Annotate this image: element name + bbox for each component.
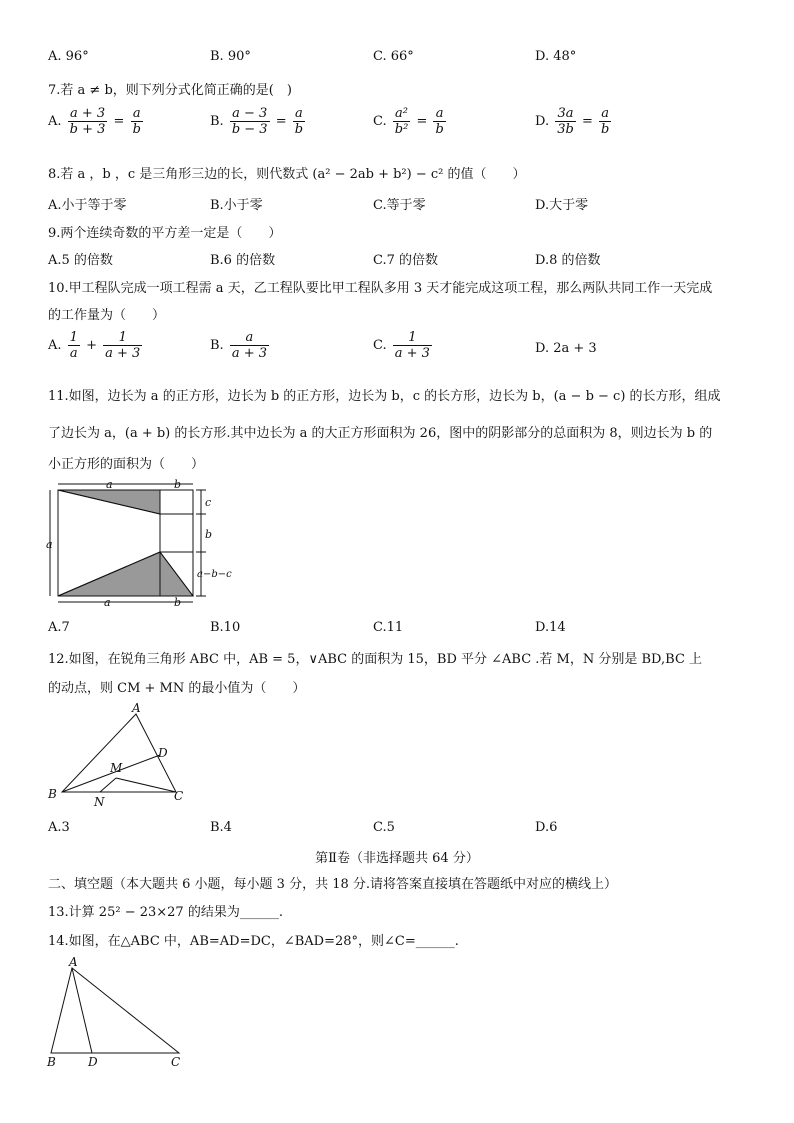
q11-stem-line2: 了边长为 a，(a + b) 的长方形.其中边长为 a 的大正方形面积为 26，图中的阴影部分的总面积为 8，则边长为 b 的 <box>48 426 713 441</box>
q11-figure <box>40 478 240 610</box>
q11-label-c: c <box>205 496 212 509</box>
q8-options <box>0 194 794 218</box>
q9-option-a: A.5 的倍数 <box>48 253 113 268</box>
q11-label-a-left: a <box>46 538 53 551</box>
q10-option-d: D. 2a + 3 <box>535 341 597 356</box>
q11-option-b: B.10 <box>210 620 241 635</box>
q9-option-b: B.6 的倍数 <box>210 253 276 268</box>
q6-option-d: D. 48° <box>535 49 577 64</box>
q13-stem: 13.计算 25² − 23×27 的结果为______. <box>48 905 283 920</box>
q8-option-a: A.小于等于零 <box>48 198 127 213</box>
q9-option-d: D.8 的倍数 <box>535 253 601 268</box>
q11-stem-line1: 11.如图，边长为 a 的正方形，边长为 b 的正方形，边长为 b，c 的长方形，边长为 b，(a − b − c) 的长方形，组成 <box>48 389 721 404</box>
q10-option-c: C. $\frac{1}{a + 3}$ <box>373 330 430 361</box>
part2-heading: 二、填空题（本大题共 6 小题，每小题 3 分，共 18 分.请将答案直接填在答题纸中对应的横线上） <box>48 877 618 892</box>
q10-option-b: B. $\frac{a}{a + 3}$ <box>210 330 268 361</box>
q11-label-b-right: b <box>205 528 213 541</box>
q11-stem-line3: 小正方形的面积为（ ） <box>48 457 205 472</box>
q10-options <box>0 330 794 370</box>
q12-label-C: C <box>174 789 184 803</box>
q8-option-c: C.等于零 <box>373 198 426 213</box>
q9-option-c: C.7 的倍数 <box>373 253 439 268</box>
q10-stem-line2: 的工作量为（ ） <box>48 308 166 323</box>
q14-label-C: C <box>171 1055 181 1069</box>
q8-option-b: B.小于零 <box>210 198 263 213</box>
q9-stem: 9.两个连续奇数的平方差一定是（ ） <box>48 226 282 241</box>
q7-option-b: B. $\frac{a - 3}{b - 3}$ = $\frac{a}{b}$ <box>210 106 304 137</box>
q12-label-D: D <box>158 746 168 760</box>
q14-label-A: A <box>69 955 78 969</box>
q8-stem: 8.若 a ，b ，c 是三角形三边的长，则代数式 (a² − 2ab + b²) − c² 的值（ ） <box>48 167 526 182</box>
q10-option-a: A. $\frac{1}{a}$ + $\frac{1}{a + 3}$ <box>48 330 141 361</box>
q7-option-c: C. $\frac{\text{a²}}{\text{b²}}$ = $\frac{a}{b}$ <box>373 106 444 137</box>
q12-option-a: A.3 <box>48 820 70 835</box>
q11-label-a-top: a <box>106 478 113 491</box>
q11-option-c: C.11 <box>373 620 404 635</box>
q12-options <box>0 820 794 844</box>
q12-label-M: M <box>110 761 123 775</box>
q12-option-c: C.5 <box>373 820 395 835</box>
q12-label-B: B <box>48 787 57 801</box>
q12-stem-line2: 的动点，则 CM + MN 的最小值为（ ） <box>48 681 306 696</box>
q7-option-d: D. $\frac{3a}{3b}$ = $\frac{a}{b}$ <box>535 106 610 137</box>
q11-label-amc: a−b−c <box>197 569 232 580</box>
section-title: 第Ⅱ卷（非选择题共 64 分） <box>315 851 479 866</box>
q6-option-a: A. 96° <box>48 49 89 64</box>
q9-options <box>0 249 794 273</box>
q11-options <box>0 620 794 644</box>
q14-label-D: D <box>88 1055 98 1069</box>
q11-label-b-top: b <box>174 478 182 491</box>
q14-label-B: B <box>47 1055 56 1069</box>
q6-option-b: B. 90° <box>210 49 251 64</box>
q11-option-d: D.14 <box>535 620 566 635</box>
q8-option-d: D.大于零 <box>535 198 589 213</box>
q12-label-N: N <box>94 795 105 809</box>
q11-option-a: A.7 <box>48 620 70 635</box>
q14-stem: 14.如图，在△ABC 中，AB=AD=DC，∠BAD=28°，则∠C=______. <box>48 934 459 949</box>
q11-label-a-bottom: a <box>104 596 111 609</box>
q6-option-c: C. 66° <box>373 49 414 64</box>
q12-figure <box>44 700 204 812</box>
q12-label-A: A <box>132 701 141 715</box>
q11-label-b-bottom: b <box>174 596 182 609</box>
q12-option-d: D.6 <box>535 820 558 835</box>
q14-figure <box>42 955 192 1073</box>
q7-option-a: A. $\frac{a + 3}{b + 3}$ = $\frac{a}{b}$ <box>48 106 141 137</box>
q12-stem-line1: 12.如图，在锐角三角形 ABC 中，AB = 5，∨ABC 的面积为 15，BD 平分 ∠ABC .若 M，N 分别是 BD,BC 上 <box>48 652 703 667</box>
q7-options <box>0 106 794 146</box>
q7-stem: 7.若 a ≠ b，则下列分式化简正确的是( ) <box>48 83 292 98</box>
q6-options <box>0 49 794 73</box>
q12-option-b: B.4 <box>210 820 232 835</box>
q10-stem-line1: 10.甲工程队完成一项工程需 a 天，乙工程队要比甲工程队多用 3 天才能完成这项工程，那么两队共同工作一天完成 <box>48 281 713 296</box>
